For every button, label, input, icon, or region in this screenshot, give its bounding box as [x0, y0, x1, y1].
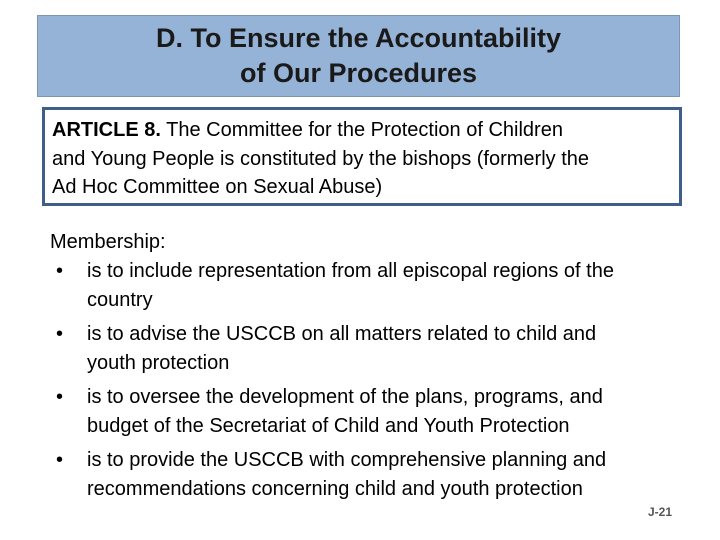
article-line-2: and Young People is constituted by the bishops (formerly the	[52, 147, 590, 170]
list-item	[50, 257, 690, 315]
list-item-line: youth protection	[87, 352, 230, 374]
list-item-line: is to include representation from all episcopal regions of the	[87, 260, 614, 282]
article-box	[42, 107, 682, 206]
list-item	[50, 446, 690, 504]
slide-title-box	[37, 15, 680, 97]
slide-title-line-1: D. To Ensure the Accountability	[155, 23, 562, 53]
list-item	[50, 383, 690, 441]
list-item	[50, 320, 690, 378]
list-item-line: is to provide the USCCB with comprehensive planning and	[87, 449, 607, 471]
article-label: ARTICLE 8.	[52, 119, 161, 141]
list-item-line: is to oversee the development of the plans, programs, and	[87, 386, 603, 408]
slide-number: J-21	[648, 505, 673, 519]
bullet-icon: •	[56, 323, 64, 345]
list-item-line: is to advise the USCCB on all matters related to child and	[87, 323, 597, 345]
membership-section	[50, 228, 690, 504]
list-item-line: recommendations concerning child and youth protection	[87, 478, 583, 500]
list-item-line: budget of the Secretariat of Child and Youth Protection	[87, 415, 570, 437]
article-line-3: Ad Hoc Committee on Sexual Abuse)	[52, 176, 383, 198]
slide-title-line-2: of Our Procedures	[239, 58, 478, 88]
article-line-1	[52, 116, 671, 145]
membership-heading: Membership:	[50, 231, 166, 253]
bullet-icon: •	[56, 449, 64, 471]
bullet-icon: •	[56, 386, 64, 408]
article-text-1: The Committee for the Protection of Children	[160, 119, 563, 141]
membership-list	[50, 257, 690, 504]
bullet-icon: •	[56, 260, 64, 282]
list-item-line: country	[87, 289, 153, 311]
